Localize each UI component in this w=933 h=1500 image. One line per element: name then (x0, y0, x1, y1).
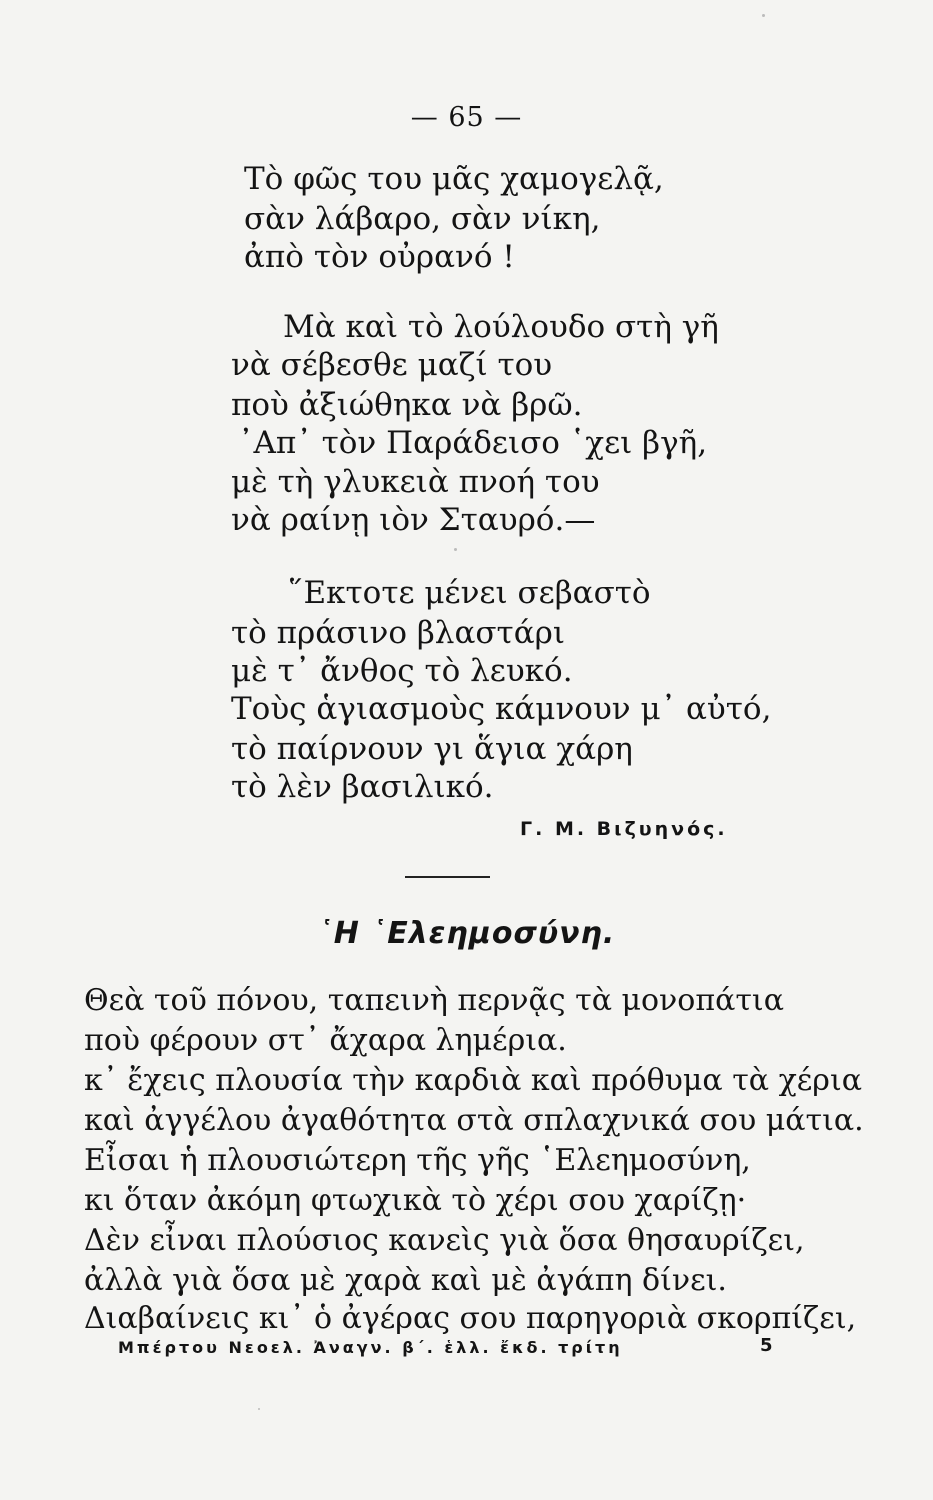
poem-line: μὲ τ᾿ ἄνθος τὸ λευκό. (231, 653, 573, 689)
poem-author: Γ. Μ. Βιζυηνός. (520, 818, 728, 840)
poem-line: μὲ τὴ γλυκειὰ πνοή του (231, 464, 600, 500)
page-footer: Μπέρτου Νεοελ. Ἀναγν. β΄. ἑλλ. ἔκδ. τρίτη (118, 1338, 623, 1357)
poem-line: ποὺ ἀξιώθηκα νὰ βρῶ. (231, 387, 583, 423)
prose-line: ἀλλὰ γιὰ ὅσα μὲ χαρὰ καὶ μὲ ἀγάπη δίνει. (84, 1263, 727, 1298)
prose-line: Εἶσαι ἡ πλουσιώτερη τῆς γῆς ῾Ελεημοσύνη, (84, 1143, 751, 1178)
prose-line: καὶ ἀγγέλου ἀγαθότητα στὰ σπλαχνικά σου μάτια. (84, 1103, 864, 1138)
poem-line: νὰ ραίνῃ ιὸν Σταυρό.— (231, 502, 596, 538)
poem-line: σὰν λάβαρο, σὰν νίκη, (244, 201, 601, 237)
paper-speck (762, 14, 765, 17)
poem-line: ᾿Απ᾿ τὸν Παράδεισο ῾χει βγῆ, (238, 425, 708, 461)
prose-line: Διαβαίνεις κι᾿ ὁ ἀγέρας σου παρηγοριὰ σκορπίζει, (84, 1301, 857, 1336)
poem-line: Τοὺς ἁγιασμοὺς κάμνουν μ᾿ αὐτό, (231, 691, 772, 727)
page-number: — 65 — (410, 102, 523, 133)
paper-speck (454, 548, 457, 551)
prose-line: ποὺ φέρουν στ᾿ ἄχαρα λημέρια. (84, 1023, 567, 1058)
prose-line: Δὲν εἶναι πλούσιος κανεὶς γιὰ ὅσα θησαυρίζει, (84, 1223, 805, 1258)
poem-line: τὸ λὲν βασιλικό. (231, 769, 494, 805)
poem-line: Μὰ καὶ τὸ λούλουδο στὴ γῆ (283, 309, 719, 345)
poem-line: τὸ πράσινο βλαστάρι (231, 615, 566, 651)
section-divider (405, 876, 490, 878)
poem-line: τὸ παίρνουν γι ἅγια χάρη (231, 731, 633, 767)
prose-line: κ᾿ ἔχεις πλουσία τὴν καρδιὰ καὶ πρόθυμα τὰ χέρια (84, 1063, 862, 1098)
section-title: ῾Η ῾Ελεημοσύνη. (317, 916, 616, 951)
prose-line: κι ὅταν ἀκόμη φτωχικὰ τὸ χέρι σου χαρίζῃ· (84, 1183, 747, 1218)
poem-line: ἀπὸ τὸν οὐρανό ! (244, 239, 515, 275)
poem-line: Τὸ φῶς του μᾶς χαμογελᾷ, (244, 161, 664, 197)
poem-line: νὰ σέβεσθε μαζί του (231, 347, 553, 383)
paper-speck (258, 1408, 260, 1410)
signature-mark: 5 (760, 1335, 773, 1356)
prose-line: Θεὰ τοῦ πόνου, ταπεινὴ περνᾷς τὰ μονοπάτια (84, 983, 784, 1018)
poem-line: ῞Εκτοτε μένει σεβαστὸ (288, 575, 651, 611)
